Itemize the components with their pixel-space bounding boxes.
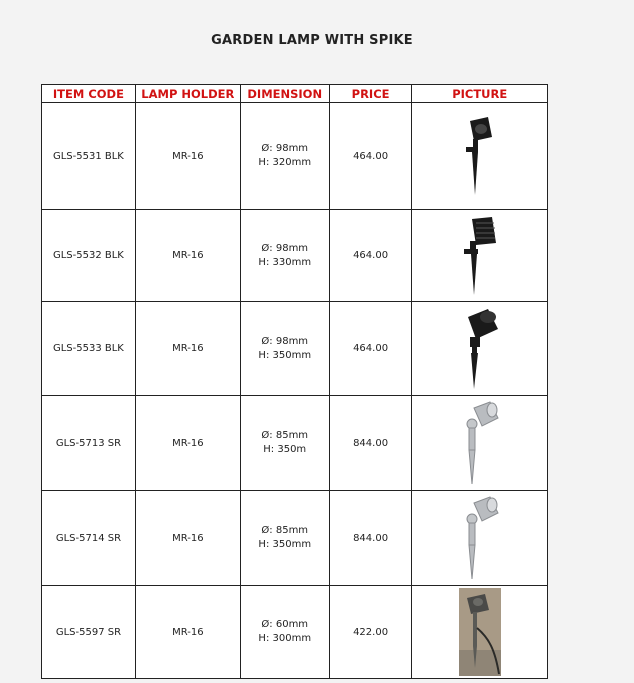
table-row <box>42 103 548 210</box>
dimension-diameter: Ø: 98mm <box>261 143 309 154</box>
silver-spike-lamp-icon <box>458 400 502 486</box>
picture <box>412 396 548 491</box>
dimension <box>240 586 329 679</box>
lamp-holder: MR-16 <box>135 302 240 396</box>
dimension <box>240 103 329 210</box>
item-code: GLS-5597 SR <box>42 586 136 679</box>
header-price: PRICE <box>329 85 412 103</box>
dimension-diameter: Ø: 98mm <box>261 335 309 347</box>
dimension-diameter: Ø: 85mm <box>261 525 309 536</box>
dimension <box>240 491 329 586</box>
lamp-holder: MR-16 <box>135 210 240 302</box>
dimension-height: H: 350mm <box>258 539 312 550</box>
dimension-height: H: 300mm <box>258 633 312 644</box>
table-row <box>42 302 548 396</box>
header-row <box>42 85 548 103</box>
price: 844.00 <box>329 491 412 586</box>
header-picture: PICTURE <box>412 85 548 103</box>
picture <box>412 210 548 302</box>
item-code: GLS-5532 BLK <box>42 210 136 302</box>
dimension <box>240 302 329 396</box>
item-code: GLS-5714 SR <box>42 491 136 586</box>
dimension-height: H: 330mm <box>258 256 312 268</box>
page-title: GARDEN LAMP WITH SPIKE <box>211 33 413 48</box>
dimension <box>240 396 329 491</box>
lamp-holder: MR-16 <box>135 491 240 586</box>
dimension <box>240 210 329 302</box>
picture <box>412 103 548 210</box>
picture <box>412 491 548 586</box>
price: 464.00 <box>329 210 412 302</box>
table-row <box>42 210 548 302</box>
black-spike-lamp-icon <box>460 115 500 197</box>
dimension-diameter: Ø: 60mm <box>261 619 309 630</box>
price: 844.00 <box>329 396 412 491</box>
lamp-photo-icon <box>459 588 501 676</box>
black-spike-lamp-icon <box>458 215 502 297</box>
header-lamp-holder: LAMP HOLDER <box>135 85 240 103</box>
picture <box>412 586 548 679</box>
dimension-height: H: 320mm <box>258 157 312 168</box>
silver-spike-lamp-icon <box>458 495 502 581</box>
header-dimension: DIMENSION <box>240 85 329 103</box>
table-row <box>42 586 548 679</box>
black-spike-lamp-icon <box>458 307 502 391</box>
picture <box>412 302 548 396</box>
header-item-code: ITEM CODE <box>42 85 136 103</box>
dimension-diameter: Ø: 85mm <box>261 430 309 441</box>
lamp-holder: MR-16 <box>135 103 240 210</box>
lamp-holder: MR-16 <box>135 586 240 679</box>
dimension-height: H: 350mm <box>258 349 312 361</box>
dimension-diameter: Ø: 98mm <box>261 242 309 254</box>
item-code: GLS-5533 BLK <box>42 302 136 396</box>
table-row <box>42 396 548 491</box>
dimension-height: H: 350m <box>263 444 307 455</box>
table-row <box>42 491 548 586</box>
product-table <box>41 84 548 679</box>
price: 464.00 <box>329 103 412 210</box>
item-code: GLS-5713 SR <box>42 396 136 491</box>
price: 464.00 <box>329 302 412 396</box>
item-code: GLS-5531 BLK <box>42 103 136 210</box>
price: 422.00 <box>329 586 412 679</box>
lamp-holder: MR-16 <box>135 396 240 491</box>
